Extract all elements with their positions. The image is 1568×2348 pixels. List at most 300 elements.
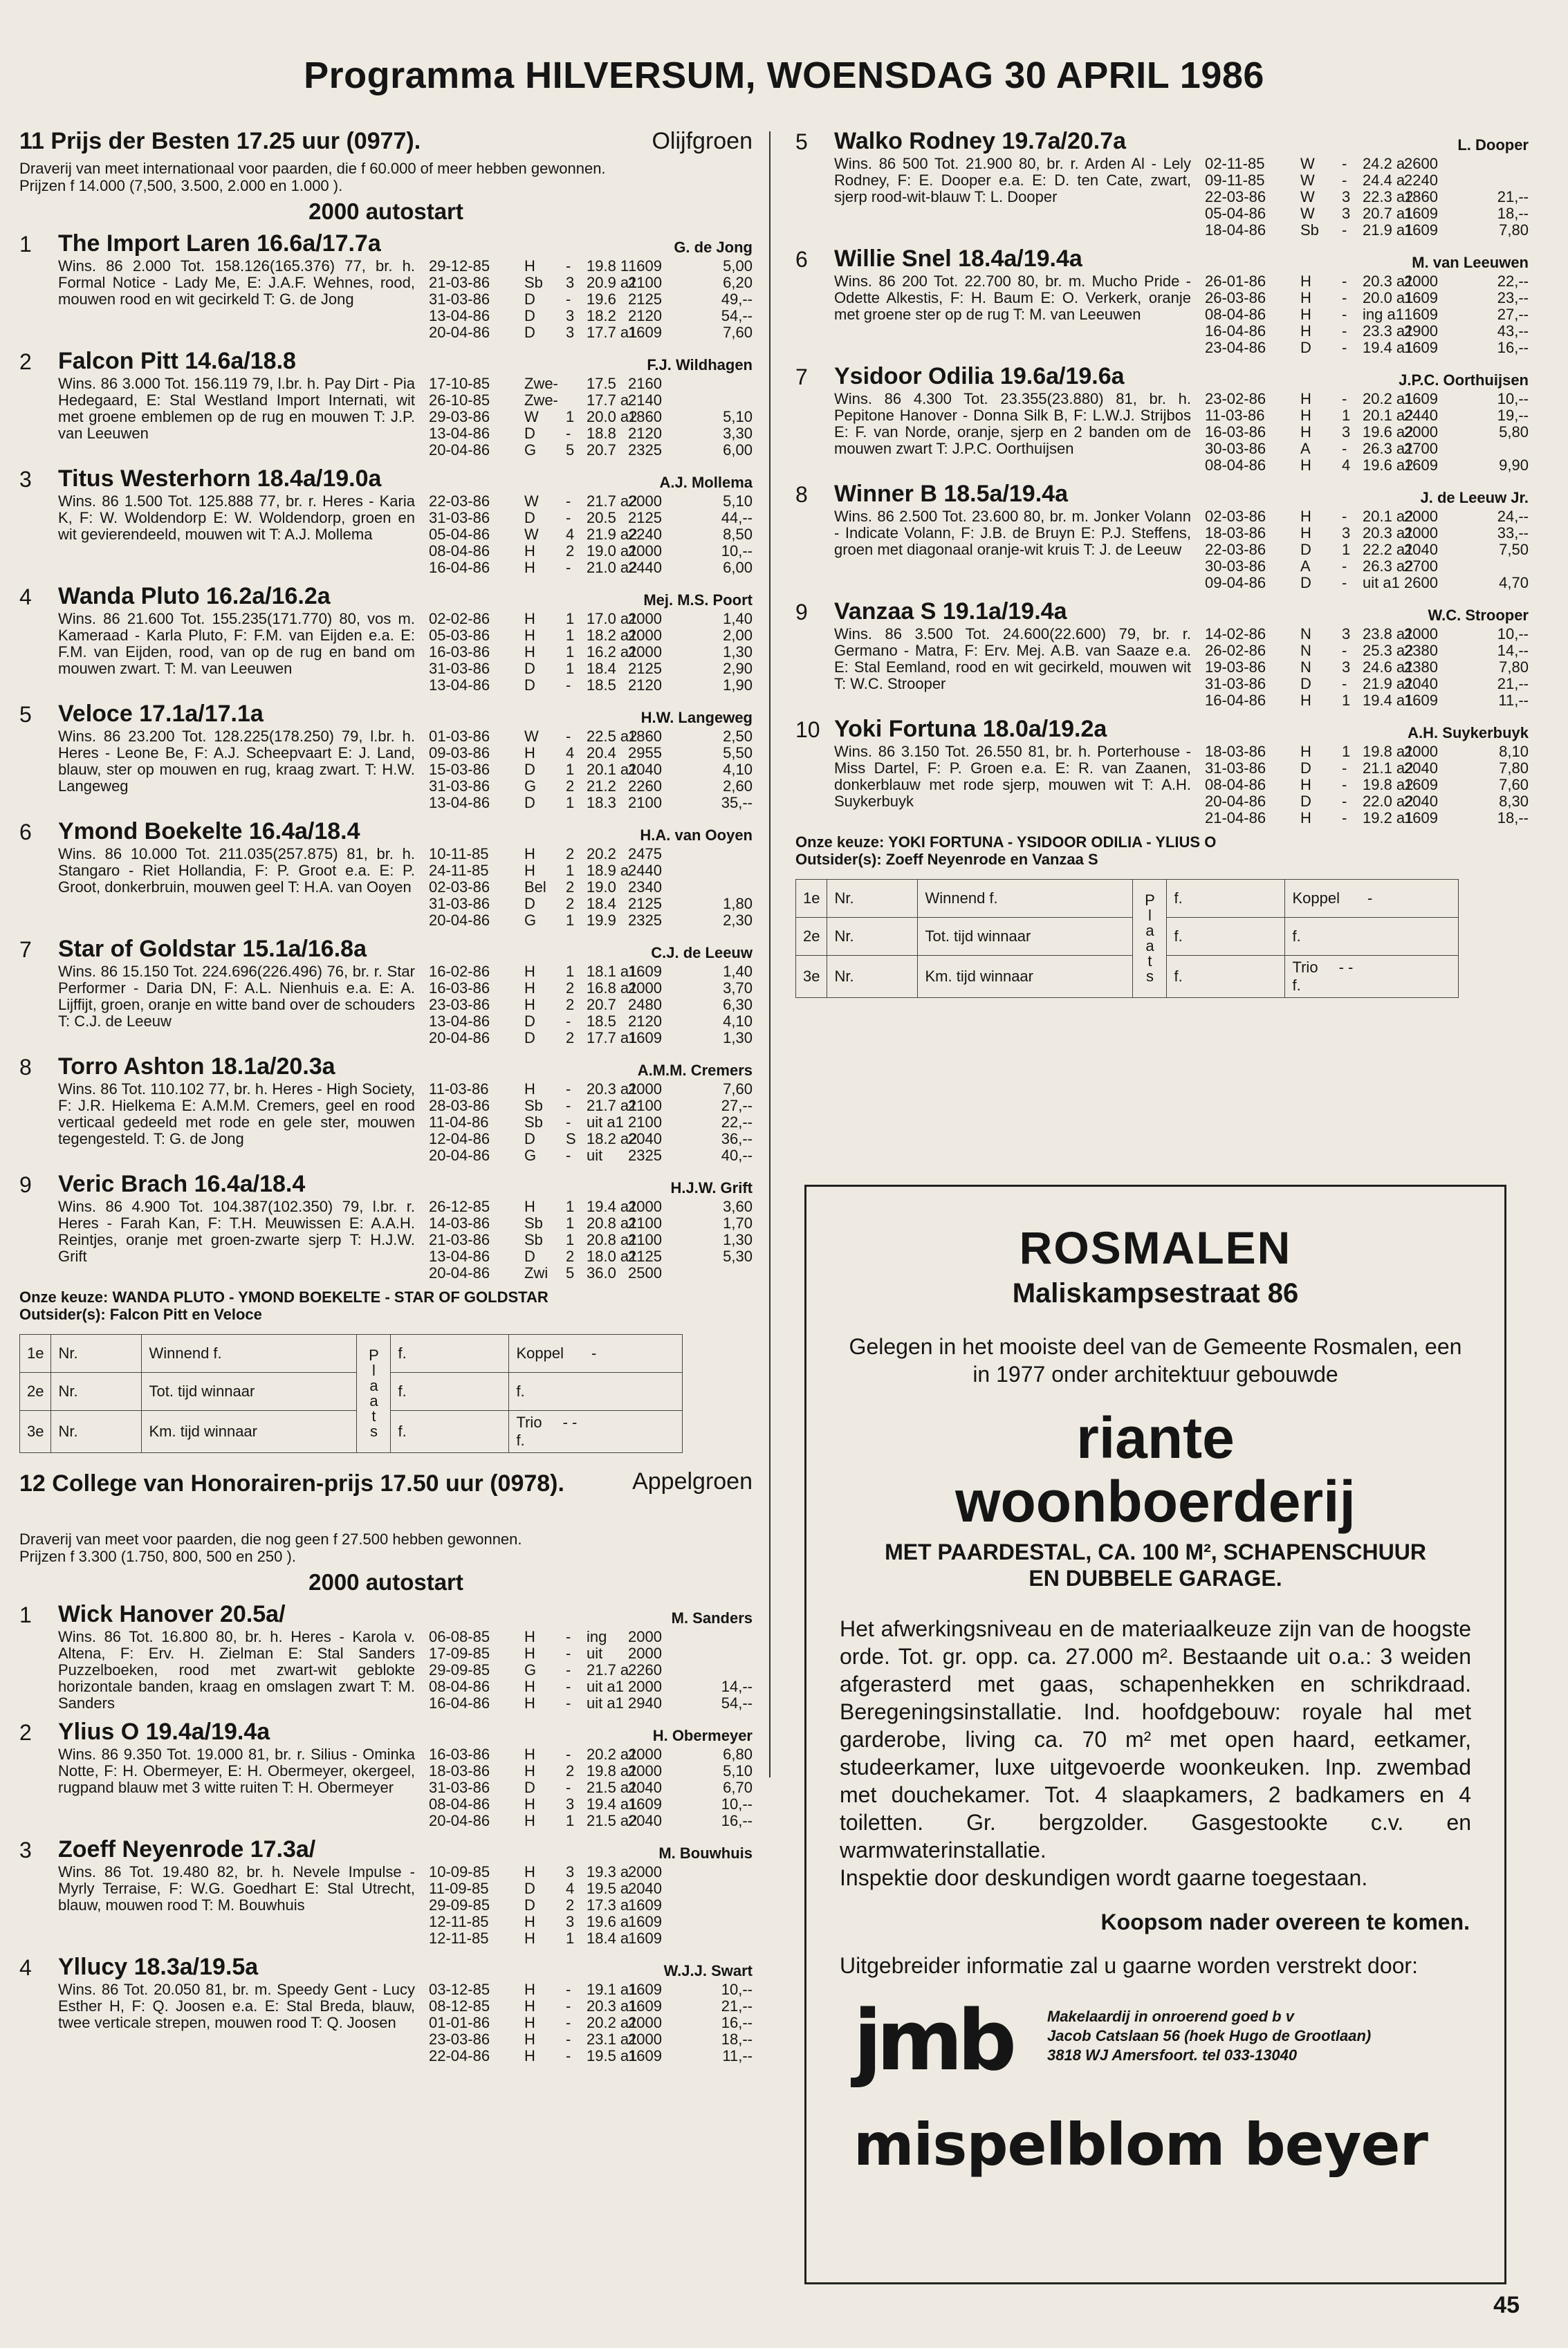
result-form-dash: - — [591, 1344, 597, 1362]
result-row — [1205, 676, 1529, 692]
result-cell: 22-04-86 — [429, 2047, 490, 2064]
result-cell: D — [524, 1029, 535, 1046]
result-cell: 16-03-86 — [429, 979, 490, 997]
result-cell: G — [524, 777, 537, 795]
horse-entry — [19, 1053, 753, 1164]
race-header — [19, 128, 753, 160]
result-row — [1205, 575, 1529, 591]
result-form-f: f. — [1167, 956, 1285, 998]
result-cell: - — [1342, 322, 1347, 340]
result-cell: uit — [587, 1645, 603, 1662]
result-cell: H — [524, 845, 535, 862]
result-cell: - — [1342, 339, 1347, 356]
horse-description: Wins. 86 3.150 Tot. 26.550 81, br. h. Porterhouse - Miss Dartel, F: P. Groen e.a. E: R. van Zaanen, donkerblauw met rode sjerp, mouwen wit T: A.H. Suykerbuyk — [834, 743, 1191, 810]
horse-header — [58, 1954, 753, 1981]
result-cell: uit a1 — [587, 1694, 624, 1712]
result-cell: 2440 — [1404, 407, 1438, 424]
result-row — [429, 1679, 753, 1695]
result-cell: 16.2 a1 — [587, 643, 638, 660]
result-cell: - — [1342, 172, 1347, 189]
result-cell: 2700 — [1404, 557, 1438, 575]
result-cell: - — [1342, 759, 1347, 777]
result-cell: D — [524, 1248, 535, 1265]
result-cell: H — [524, 1795, 535, 1813]
result-cell: 4 — [566, 744, 575, 761]
result-cell: - — [1342, 289, 1347, 306]
result-cell: 20.7 — [587, 996, 616, 1013]
result-row — [429, 392, 753, 409]
result-cell: 4,70 — [1499, 574, 1529, 591]
result-cell: 36,-- — [721, 1130, 753, 1147]
result-cell: H — [1300, 407, 1311, 424]
result-cell: 2260 — [628, 777, 662, 795]
result-form-label: Tot. tijd winnaar — [142, 1373, 357, 1411]
result-cell: - — [566, 425, 571, 442]
result-cell: 26-12-85 — [429, 1198, 490, 1215]
result-cell: - — [1342, 574, 1347, 591]
horse-trainer: J.P.C. Oorthuijsen — [1399, 371, 1529, 389]
result-cell: 33,-- — [1497, 524, 1529, 542]
horse-details — [58, 611, 753, 694]
horse-details — [58, 1746, 753, 1829]
result-row — [429, 677, 753, 694]
result-cell: ing a1 — [1363, 306, 1404, 323]
horse-header — [58, 701, 753, 728]
result-cell: H — [524, 2031, 535, 2048]
result-cell: 2000 — [628, 1678, 662, 1695]
result-cell: - — [1342, 776, 1347, 793]
ad-headline-2: woonboerderij — [955, 1469, 1356, 1534]
result-cell: H — [524, 610, 535, 627]
ad-price-note: Koopsom nader overeen te komen. — [1100, 1910, 1470, 1934]
result-cell: H — [1300, 322, 1311, 340]
result-cell: H — [524, 963, 535, 980]
result-cell: 19.6 — [587, 290, 616, 308]
horse-details — [834, 743, 1529, 826]
horse-trainer: C.J. de Leeuw — [651, 944, 753, 961]
horse-entry — [795, 246, 1529, 356]
race-prizes: Prijzen f 3.300 (1.750, 800, 500 en 250 ). — [19, 1548, 296, 1565]
horse-entry — [19, 348, 753, 459]
result-cell: 19,-- — [1497, 407, 1529, 424]
result-cell: 22.5 a2 — [587, 728, 638, 745]
result-row — [1205, 659, 1529, 676]
result-row — [429, 1981, 753, 1998]
result-cell: D — [524, 324, 535, 341]
horse-entry — [19, 818, 753, 929]
result-cell: 21.5 a2 — [587, 1812, 638, 1829]
result-cell: 22-03-86 — [1205, 541, 1266, 558]
result-cell: 20-04-86 — [429, 1264, 490, 1282]
agency-address-line: 3818 WJ Amersfoort. tel 033-13040 — [1047, 2046, 1298, 2064]
result-cell: H — [524, 979, 535, 997]
result-cell: uit — [587, 1147, 603, 1164]
result-cell: 1609 — [628, 2047, 662, 2064]
result-cell: 26.3 a2 — [1363, 557, 1414, 575]
result-cell: - — [566, 2047, 571, 2064]
horse-description: Wins. 86 500 Tot. 21.900 80, br. r. Arden Al - Lely Rodney, F: E. Dooper e.a. E: D. ten Cate, zwart, sjerp rood-wit-blauw T: L. Dooper — [834, 155, 1191, 205]
result-cell: 1609 — [628, 1913, 662, 1930]
agency-logo — [840, 1993, 1471, 2187]
result-cell: W — [1300, 205, 1315, 222]
result-row — [1205, 810, 1529, 826]
result-cell: 20.3 a1 — [1363, 272, 1414, 290]
result-cell: 2100 — [628, 1113, 662, 1131]
horse-results — [429, 846, 753, 929]
result-cell: 21.1 a2 — [1363, 759, 1414, 777]
result-cell: W — [1300, 155, 1315, 172]
result-row — [429, 1695, 753, 1712]
result-cell: 14-03-86 — [429, 1214, 490, 1232]
result-form-table — [19, 1334, 683, 1453]
result-row — [429, 1796, 753, 1813]
result-row — [429, 761, 753, 778]
result-row — [429, 1030, 753, 1046]
result-cell: 6,30 — [723, 996, 753, 1013]
real-estate-advertisement — [804, 1185, 1506, 2284]
result-row — [429, 1147, 753, 1164]
result-cell: H — [1300, 776, 1311, 793]
result-cell: 2000 — [628, 1863, 662, 1880]
horse-header — [834, 246, 1529, 273]
result-row — [429, 291, 753, 308]
result-row — [429, 846, 753, 862]
result-cell: 06-08-85 — [429, 1628, 490, 1645]
result-cell: 21.5 a1 — [587, 1779, 638, 1796]
result-cell: 1 — [566, 660, 575, 677]
result-cell: 1 — [566, 627, 575, 644]
horse-number: 8 — [19, 1055, 32, 1080]
horse-entry — [19, 1954, 753, 2064]
result-cell: 2000 — [1404, 524, 1438, 542]
result-cell: 7,80 — [1499, 658, 1529, 676]
horse-name: Winner B 18.5a/19.4a — [834, 481, 1068, 507]
result-cell: 02-03-86 — [429, 878, 490, 896]
result-cell: 22.0 a2 — [1363, 793, 1414, 810]
result-cell: 2900 — [1404, 322, 1438, 340]
result-cell — [697, 376, 753, 392]
result-cell: 18.5 — [587, 1013, 616, 1030]
result-form-label: Tot. tijd winnaar — [918, 918, 1133, 956]
result-cell: 1860 — [628, 728, 662, 745]
result-row — [429, 308, 753, 324]
result-cell: Bel — [524, 878, 546, 896]
result-form-f: f. — [1292, 927, 1301, 945]
result-row — [429, 1763, 753, 1780]
horse-trainer: M. Sanders — [671, 1609, 753, 1627]
result-form-koppel: Koppel — [516, 1344, 564, 1362]
result-cell: 20.1 a2 — [1363, 407, 1414, 424]
result-form-row — [20, 1373, 683, 1411]
result-row — [429, 2048, 753, 2064]
result-cell: Sb — [1300, 221, 1319, 239]
result-cell: 18-03-86 — [1205, 524, 1266, 542]
result-cell: 29-09-85 — [429, 1896, 490, 1914]
result-cell: D — [524, 1013, 535, 1030]
result-cell: - — [1342, 508, 1347, 525]
result-cell: 2100 — [628, 1214, 662, 1232]
horse-results — [429, 493, 753, 576]
result-cell: H — [1300, 456, 1311, 474]
result-row — [429, 560, 753, 576]
result-cell: 3 — [566, 307, 575, 324]
result-cell: - — [1342, 272, 1347, 290]
result-row — [429, 1930, 753, 1947]
horse-header — [834, 716, 1529, 743]
result-form-f: f. — [516, 1383, 525, 1400]
result-cell: 24,-- — [1497, 508, 1529, 525]
result-cell: 20.0 a1 — [1363, 289, 1414, 306]
result-cell: 17-09-85 — [429, 1645, 490, 1662]
horse-trainer: M. van Leeuwen — [1412, 254, 1529, 271]
horse-number: 2 — [19, 1720, 32, 1745]
horse-description: Wins. 86 Tot. 110.102 77, br. h. Heres - High Society, F: J.R. Hielkema E: A.M.M. Cremers, geel en rood verticaal gedeeld met rode en gele ster, mouwen tegengesteld. T: G. de Jong — [58, 1080, 415, 1147]
horse-number: 5 — [19, 702, 32, 727]
result-cell: 1609 — [628, 1930, 662, 1947]
result-row — [429, 728, 753, 745]
result-form-nr: Nr. — [51, 1335, 142, 1373]
result-cell: 2000 — [1404, 625, 1438, 643]
result-cell: 2040 — [1404, 675, 1438, 692]
result-cell: H — [524, 257, 535, 275]
horse-details — [58, 963, 753, 1046]
result-cell: - — [1342, 390, 1347, 407]
result-cell: 6,70 — [723, 1779, 753, 1796]
result-row — [1205, 542, 1529, 558]
result-cell: - — [566, 1113, 571, 1131]
horse-header — [834, 128, 1529, 156]
horse-results — [1205, 156, 1529, 239]
result-cell: 19.8 a1 — [1363, 743, 1414, 760]
result-cell: 18,-- — [721, 2031, 753, 2048]
horse-results — [429, 728, 753, 811]
result-cell: 2700 — [1404, 440, 1438, 457]
horse-header — [58, 583, 753, 611]
result-cell: H — [524, 1930, 535, 1947]
horse-number: 3 — [19, 467, 32, 492]
race-pick: Onze keuze: WANDA PLUTO - YMOND BOEKELTE - STAR OF GOLDSTAR — [19, 1288, 548, 1306]
ad-body: Het afwerkingsniveau en de materiaalkeuze zijn van de hoogste orde. Tot. gr. opp. ca. 27.000 m². Bestaande uit o.a.: 3 weiden afgerasterd met gaas, schapenhekken en schrikdraad. Beregeningsinstallatie. Ind. hoofdgebouw: royale hal met garderobe, living ca. 70 m² met open haard, eetkamer, studeerkamer, luxe uitgevoerde woonkeuken. Inp. zwembad met douchekamer. Tot. 4 slaapkamers, 2 badkamers en 4 toiletten. Gr. bergzolder. Gasgestookte c.v. en warmwaterinstallatie. — [840, 1616, 1471, 1862]
result-cell: 2125 — [628, 509, 662, 526]
result-cell: D — [524, 761, 535, 778]
result-form-extra — [509, 1373, 683, 1411]
result-row — [429, 1998, 753, 2015]
result-row — [429, 1199, 753, 1215]
result-cell: D — [524, 509, 535, 526]
result-cell: 18.4 a — [587, 1930, 629, 1947]
result-form-extra — [1285, 956, 1459, 998]
horse-details — [58, 1864, 753, 1947]
result-cell: 31-03-86 — [429, 777, 490, 795]
result-cell: 1609 — [628, 1997, 662, 2015]
result-cell: Sb — [524, 1113, 543, 1131]
result-cell: 1609 — [1404, 809, 1438, 826]
result-cell: 10,-- — [1497, 625, 1529, 643]
result-cell: 2000 — [1404, 272, 1438, 290]
result-cell: 19.0 a1 — [587, 542, 638, 560]
result-cell: 2040 — [628, 1812, 662, 1829]
result-cell: 2000 — [628, 610, 662, 627]
result-cell: 18,-- — [1497, 809, 1529, 826]
result-row — [1205, 222, 1529, 239]
result-cell: 5,10 — [723, 492, 753, 510]
result-cell: 20.8 a1 — [587, 1214, 638, 1232]
horse-trainer: L. Dooper — [1457, 136, 1529, 154]
ad-inspection: Inspektie door deskundigen wordt gaarne toegestaan. — [840, 1865, 1368, 1890]
race-outsiders: Outsider(s): Falcon Pitt en Veloce — [19, 1306, 262, 1323]
result-cell: 2260 — [628, 1661, 662, 1679]
horse-entry — [795, 598, 1529, 709]
result-cell: - — [566, 1694, 571, 1712]
result-row — [429, 1248, 753, 1265]
horse-header — [58, 1719, 753, 1746]
result-cell: 2120 — [628, 1013, 662, 1030]
result-cell: 16-03-86 — [429, 1746, 490, 1763]
result-cell: 30-03-86 — [1205, 440, 1266, 457]
result-cell: 2000 — [1404, 508, 1438, 525]
result-cell: 18.4 — [587, 895, 616, 912]
result-cell: 31-03-86 — [429, 290, 490, 308]
result-cell: 23,-- — [1497, 289, 1529, 306]
horse-description: Wins. 86 23.200 Tot. 128.225(178.250) 79, l.br. h. Heres - Leone Be, F: A.J. Scheepvaart E: J. Land, blauw, ster op mouwen en rug, kraag zwart. T: H.W. Langeweg — [58, 728, 415, 795]
result-cell: - — [566, 728, 571, 745]
horse-entry — [795, 128, 1529, 239]
result-row — [1205, 626, 1529, 643]
result-cell: 2955 — [628, 744, 662, 761]
result-cell: 31-03-86 — [1205, 675, 1266, 692]
result-row — [1205, 743, 1529, 760]
horse-details — [834, 273, 1529, 356]
result-row — [1205, 424, 1529, 441]
horse-number: 7 — [795, 364, 808, 389]
horse-name: Veloce 17.1a/17.1a — [58, 701, 264, 727]
result-cell: 23.1 a1 — [587, 2031, 638, 2048]
result-cell: 2 — [566, 1762, 575, 1780]
result-cell: 1609 — [628, 324, 662, 341]
left-column — [19, 128, 753, 2071]
result-cell: H — [524, 1913, 535, 1930]
result-cell: 3 — [1342, 658, 1351, 676]
result-cell: H — [524, 1997, 535, 2015]
result-cell: - — [1342, 155, 1347, 172]
result-cell: 31-03-86 — [429, 895, 490, 912]
result-row — [429, 1662, 753, 1679]
result-cell: 18.2 a1 — [587, 627, 638, 644]
result-cell: 4 — [1342, 456, 1351, 474]
result-cell: 10,-- — [1497, 390, 1529, 407]
result-cell — [697, 1645, 753, 1662]
result-form-dash: - — [1367, 889, 1373, 907]
horse-description: Wins. 86 2.500 Tot. 23.600 80, br. m. Jonker Volann - Indicate Volann, F: J.B. de Bruyn E: P.J. Steffens, groen met diagonaal oranje-wit kruis T: J. de Leeuw — [834, 508, 1191, 558]
result-cell: 09-11-85 — [1205, 172, 1265, 189]
result-cell: D — [524, 1130, 535, 1147]
result-cell: 2120 — [628, 425, 662, 442]
result-cell: 23-04-86 — [1205, 339, 1266, 356]
result-cell: H — [1300, 692, 1311, 709]
result-row — [429, 644, 753, 660]
result-cell: 3 — [1342, 524, 1351, 542]
result-row — [429, 862, 753, 879]
result-cell: 15-03-86 — [429, 761, 490, 778]
result-cell: - — [566, 1628, 571, 1645]
result-form-label: Winnend f. — [918, 880, 1133, 918]
result-cell: 08-12-85 — [429, 1997, 490, 2015]
result-cell: 12-11-85 — [429, 1930, 489, 1947]
result-cell: D — [524, 1880, 535, 1897]
horse-trainer: H. Obermeyer — [652, 1727, 753, 1744]
result-cell: 2000 — [628, 492, 662, 510]
result-cell: 2040 — [628, 1880, 662, 1897]
result-cell: 16-04-86 — [429, 559, 490, 576]
result-cell: 2100 — [628, 1097, 662, 1114]
result-row — [429, 1746, 753, 1763]
result-cell: 19.1 a1 — [587, 1981, 638, 1998]
result-cell: Zwe- — [524, 375, 558, 392]
result-cell: 18.3 — [587, 794, 616, 811]
result-cell: - — [566, 1779, 571, 1796]
horse-trainer: G. de Jong — [674, 239, 753, 256]
result-cell: 4 — [566, 1880, 575, 1897]
result-cell: 21.9 a1 — [1363, 221, 1414, 239]
result-cell: 2125 — [628, 660, 662, 677]
result-cell: 2600 — [1404, 574, 1438, 591]
result-cell: 1609 — [1404, 205, 1438, 222]
result-cell: 3 — [566, 1913, 575, 1930]
result-cell: 1 — [566, 408, 575, 425]
result-row — [429, 1114, 753, 1131]
result-form-dash: - - — [1338, 959, 1354, 976]
result-cell: D — [524, 425, 535, 442]
horse-name: Ylius O 19.4a/19.4a — [58, 1719, 270, 1745]
result-cell: D — [1300, 675, 1311, 692]
result-cell: 43,-- — [1497, 322, 1529, 340]
result-cell: 2940 — [628, 1694, 662, 1712]
result-row — [429, 778, 753, 795]
result-cell: 13-04-86 — [429, 794, 490, 811]
result-cell: 20.5 — [587, 509, 616, 526]
result-cell: 23.8 a1 — [1363, 625, 1414, 643]
result-form-nr: Nr. — [51, 1373, 142, 1411]
result-cell: D — [524, 794, 535, 811]
result-cell: H — [524, 1981, 535, 1998]
result-cell: 20.0 a2 — [587, 408, 638, 425]
result-cell: 20-04-86 — [1205, 793, 1266, 810]
result-cell: 13-04-86 — [429, 307, 490, 324]
horse-number: 9 — [795, 600, 808, 625]
result-cell: - — [566, 290, 571, 308]
result-cell: 08-04-86 — [429, 1678, 490, 1695]
result-cell: 17.7 a — [587, 391, 629, 409]
result-cell: 54,-- — [721, 1694, 753, 1712]
result-cell: - — [566, 509, 571, 526]
result-cell: 19.6 a2 — [1363, 456, 1414, 474]
result-cell: - — [1342, 809, 1347, 826]
result-cell: 20.3 a1 — [587, 1080, 638, 1098]
result-row — [429, 425, 753, 442]
result-cell: D — [524, 660, 535, 677]
result-row — [429, 1098, 753, 1114]
result-cell: 21.2 — [587, 777, 616, 795]
result-row — [1205, 205, 1529, 222]
horse-results — [429, 1981, 753, 2064]
result-cell: 21.7 a1 — [587, 1097, 638, 1114]
result-cell: 2340 — [628, 878, 662, 896]
result-cell: W — [524, 526, 539, 543]
result-cell — [697, 862, 753, 879]
result-cell: W — [1300, 188, 1315, 205]
horse-header — [58, 465, 753, 493]
race-description: Draverij van meet internationaal voor paarden, die f 60.000 of meer hebben gewonnen. — [19, 160, 606, 177]
